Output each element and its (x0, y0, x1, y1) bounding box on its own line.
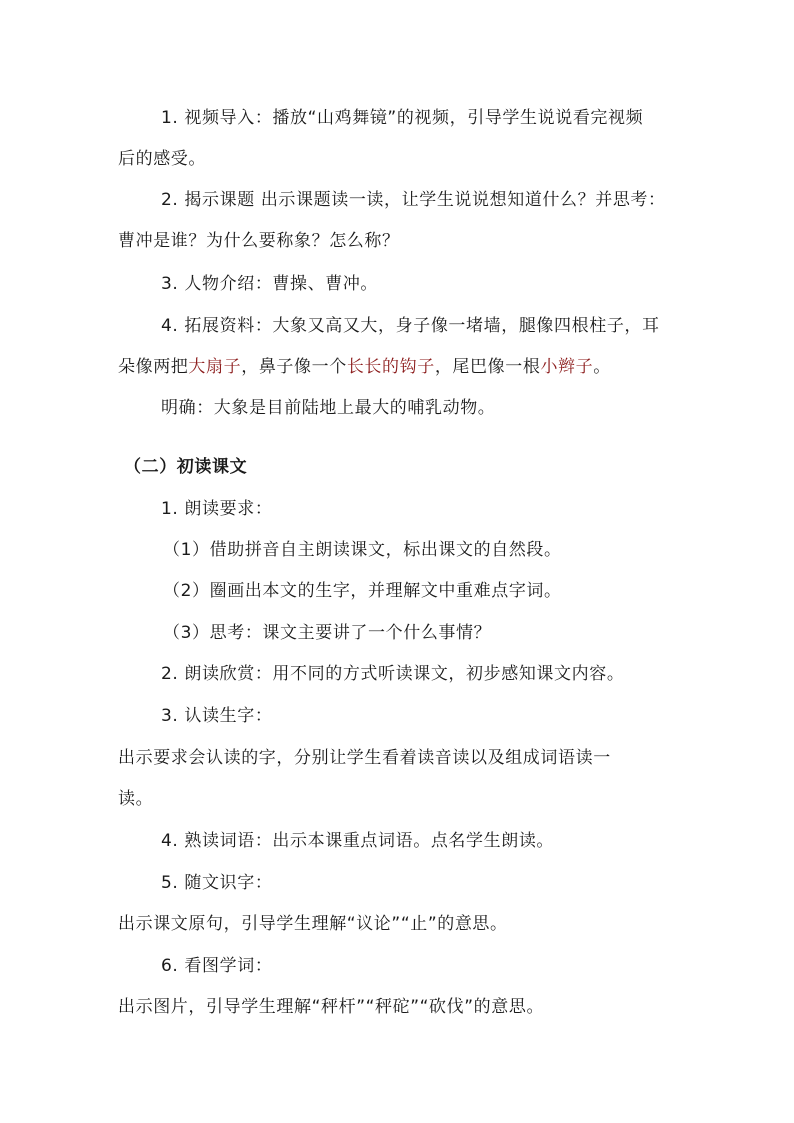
p4-highlight-hook: 长长的钩子 (346, 357, 435, 377)
p4-text-g: 。 (593, 357, 611, 377)
s2-item-1: 1. 朗读要求： (161, 499, 273, 519)
s2-item-1-sub-3: （3）思考：课文主要讲了一个什么事情？ (163, 623, 492, 643)
s2-item-5-body: 出示课文原句，引导学生理解“议论”“止”的意思。 (118, 914, 508, 934)
s2-item-4: 4. 熟读词语：出示本课重点词语。点名学生朗读。 (161, 831, 555, 851)
s2-item-6: 6. 看图学词： (161, 956, 273, 976)
p4-highlight-braid: 小辫子 (540, 357, 594, 377)
s2-item-3-body-line-2: 读。 (118, 789, 154, 809)
paragraph-2-line-2: 曹冲是谁？为什么要称象？怎么称？ (118, 231, 400, 251)
s2-item-1-sub-2: （2）圈画出本文的生字，并理解文中重难点字词。 (163, 581, 562, 601)
p4-highlight-fan: 大扇子 (188, 357, 242, 377)
s2-item-1-sub-1: （1）借助拼音自主朗读课文，标出课文的自然段。 (163, 540, 562, 560)
p4-text-e: ，尾巴像一根 (434, 357, 541, 377)
paragraph-4-line-1: 4. 拓展资料：大象又高又大，身子像一堵墙，腿像四根柱子，耳 (161, 316, 660, 336)
p4-text-c: ，鼻子像一个 (241, 357, 347, 377)
paragraph-4-line-2 (118, 355, 611, 379)
paragraph-1-line-1: 1. 视频导入：播放“山鸡舞镜”的视频，引导学生说说看完视频 (161, 108, 644, 128)
s2-item-3: 3. 认读生字： (161, 706, 273, 726)
s2-item-3-body-line-1: 出示要求会认读的字，分别让学生看着读音读以及组成词语读一 (118, 748, 611, 768)
p4-text-a: 朵像两把 (118, 357, 189, 377)
paragraph-3: 3. 人物介绍：曹操、曹冲。 (161, 274, 379, 294)
paragraph-1-line-2: 后的感受。 (118, 149, 206, 169)
s2-item-2: 2. 朗读欣赏：用不同的方式听读课文，初步感知课文内容。 (161, 664, 625, 684)
paragraph-5: 明确：大象是目前陆地上最大的哺乳动物。 (161, 398, 496, 418)
paragraph-2-line-1: 2. 揭示课题 出示课题读一读，让学生说说想知道什么？并思考： (161, 190, 666, 210)
s2-item-6-body: 出示图片，引导学生理解“秤杆”“秤砣”“砍伐”的意思。 (118, 997, 545, 1017)
section-2-heading: （二）初读课文 (124, 457, 248, 477)
s2-item-5: 5. 随文识字： (161, 873, 273, 893)
